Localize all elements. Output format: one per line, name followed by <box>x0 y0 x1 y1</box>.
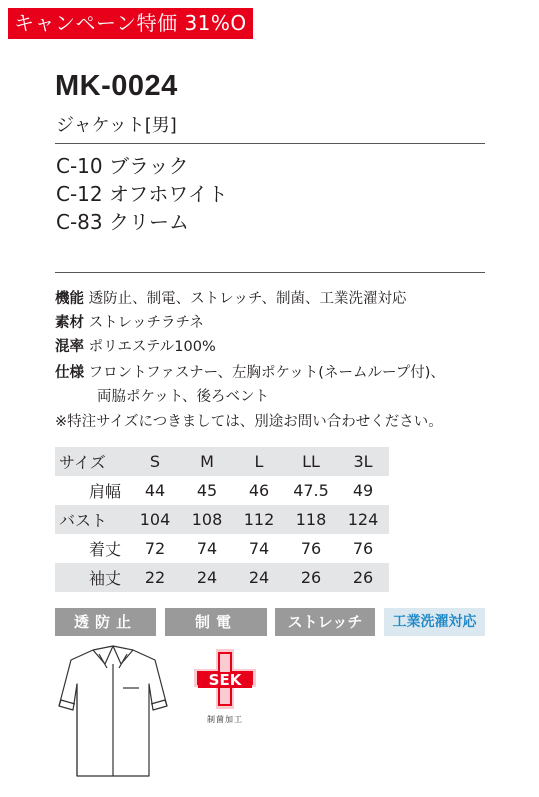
spec-blend <box>55 336 216 359</box>
row-label: 袖丈 <box>55 563 129 592</box>
table-cell: 124 <box>337 505 389 534</box>
table-cell: 112 <box>233 505 285 534</box>
table-cell: 24 <box>181 563 233 592</box>
spec-label: 機能 <box>55 291 84 307</box>
table-cell: 76 <box>285 534 337 563</box>
table-cell: 118 <box>285 505 337 534</box>
size-header-cell: M <box>181 447 233 476</box>
table-row <box>55 534 389 563</box>
size-header-cell: L <box>233 447 285 476</box>
color-item: C-83 クリーム <box>56 210 189 234</box>
feature-badge-stretch: ストレッチ <box>275 608 375 636</box>
table-cell: 46 <box>233 476 285 505</box>
size-header-cell: 3L <box>337 447 389 476</box>
spec-label: 仕様 <box>55 365 84 381</box>
spec-material <box>55 312 204 335</box>
table-cell: 26 <box>285 563 337 592</box>
size-header-row <box>55 447 389 476</box>
table-row <box>55 563 389 592</box>
table-cell: 108 <box>181 505 233 534</box>
spec-label: 混率 <box>55 339 84 355</box>
table-cell: 74 <box>233 534 285 563</box>
row-label: バスト <box>55 505 129 534</box>
product-code: MK-0024 <box>55 70 178 102</box>
size-header-cell: LL <box>285 447 337 476</box>
table-cell: 45 <box>181 476 233 505</box>
sek-logo-text: SEK <box>208 671 242 689</box>
sek-antibacterial-logo <box>190 647 260 713</box>
product-name: ジャケット[男] <box>56 115 177 136</box>
table-cell: 49 <box>337 476 389 505</box>
divider <box>55 272 485 273</box>
table-cell: 22 <box>129 563 181 592</box>
table-row <box>55 476 389 505</box>
row-label: 肩幅 <box>55 476 129 505</box>
feature-badge-industrial-wash: 工業洗濯対応 <box>384 608 485 636</box>
spec-label: 素材 <box>55 315 84 331</box>
table-cell: 47.5 <box>285 476 337 505</box>
spec-function <box>55 288 406 311</box>
feature-badge-anti-see-through: 透防止 <box>55 608 156 636</box>
feature-badge-antistatic: 制電 <box>165 608 267 636</box>
spec-value: ポリエステル100% <box>88 339 216 355</box>
size-header-label: サイズ <box>55 447 129 476</box>
sek-caption: 制菌加工 <box>207 715 243 724</box>
spec-details-continued: 両脇ポケット、後ろベント <box>97 389 269 405</box>
spec-value: ストレッチラチネ <box>88 315 204 331</box>
color-item: C-10 ブラック <box>56 154 189 178</box>
spec-value: 透防止、制電、ストレッチ、制菌、工業洗濯対応 <box>88 291 407 307</box>
spec-details <box>55 362 445 385</box>
table-cell: 24 <box>233 563 285 592</box>
table-cell: 44 <box>129 476 181 505</box>
divider <box>55 143 485 144</box>
table-cell: 74 <box>181 534 233 563</box>
size-table <box>55 447 389 592</box>
size-header-cell: S <box>129 447 181 476</box>
table-cell: 104 <box>129 505 181 534</box>
table-cell: 72 <box>129 534 181 563</box>
jacket-illustration <box>55 644 170 779</box>
row-label: 着丈 <box>55 534 129 563</box>
campaign-banner: キャンペーン特価 31%O <box>8 8 253 39</box>
spec-value: フロントファスナー、左胸ポケット(ネームループ付)、 <box>88 365 445 381</box>
table-cell: 76 <box>337 534 389 563</box>
table-cell: 26 <box>337 563 389 592</box>
special-size-note: ※特注サイズにつきましては、別途お問い合わせください。 <box>55 414 443 430</box>
table-row <box>55 505 389 534</box>
color-item: C-12 オフホワイト <box>56 182 228 206</box>
